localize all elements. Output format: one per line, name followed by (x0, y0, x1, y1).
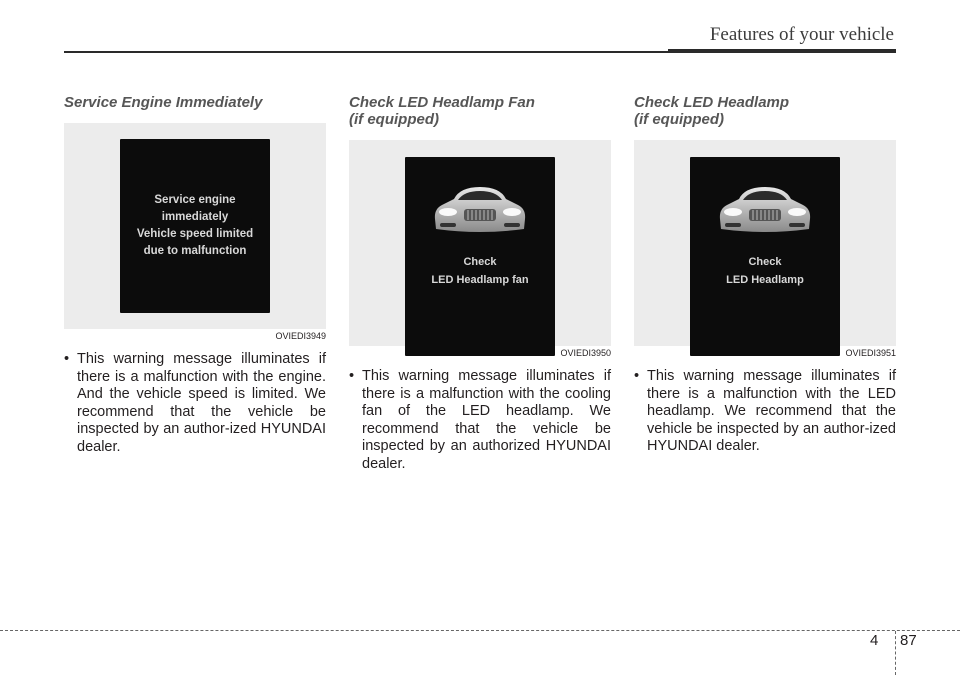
figure-code: OVIEDI3951 (845, 348, 896, 358)
figure-panel (64, 123, 326, 329)
figure-code: OVIEDI3950 (560, 348, 611, 358)
cluster-display (690, 157, 840, 356)
cluster-display (405, 157, 555, 356)
bullet-paragraph (634, 368, 896, 456)
figure-panel (634, 140, 896, 346)
bullet-icon: • (634, 368, 640, 384)
figure-code: OVIEDI3949 (275, 331, 326, 341)
bullet-paragraph (64, 351, 326, 457)
section-title: Check LED Headlamp Fan (if equipped) (349, 94, 535, 128)
display-message: Check LED Headlamp fan (431, 256, 529, 286)
car-front-icon (430, 183, 530, 235)
bullet-icon: • (64, 351, 70, 367)
bullet-text: This warning message illuminates if there is a malfunction with the cooling fan of the LED headlamp. We recommend that the vehicle be inspected by an authorized HYUNDAI dealer. (362, 368, 611, 472)
bullet-text: This warning message illuminates if there is a malfunction with the LED headlamp. We recommend that the vehicle be inspected by an author-ized HYUNDAI dealer. (647, 368, 896, 455)
header-rule-accent (668, 49, 896, 53)
section-led-headlamp-fan (349, 94, 611, 474)
bullet-paragraph (349, 368, 611, 474)
display-message: Service engine immediately Vehicle speed limited due to malfunction (136, 194, 254, 257)
figure-panel (349, 140, 611, 346)
section-title: Check LED Headlamp (if equipped) (634, 94, 790, 128)
bullet-icon: • (349, 368, 355, 384)
car-front-icon (715, 183, 815, 235)
cluster-display (120, 139, 270, 313)
page-number: 87 (900, 632, 917, 649)
display-message: Check LED Headlamp (726, 256, 804, 286)
section-title: Service Engine Immediately (64, 94, 263, 111)
footer-rule (0, 630, 960, 631)
running-header-title: Features of your vehicle (709, 24, 894, 45)
bullet-text: This warning message illuminates if there is a malfunction with the engine. And the vehicle speed is limited. We recommend that the vehicle be inspected by an author-ized HYUNDAI dealer. (77, 351, 326, 455)
section-service-engine (64, 94, 326, 457)
chapter-number: 4 (870, 632, 879, 649)
page-number-separator (895, 631, 896, 675)
section-led-headlamp (634, 94, 896, 456)
